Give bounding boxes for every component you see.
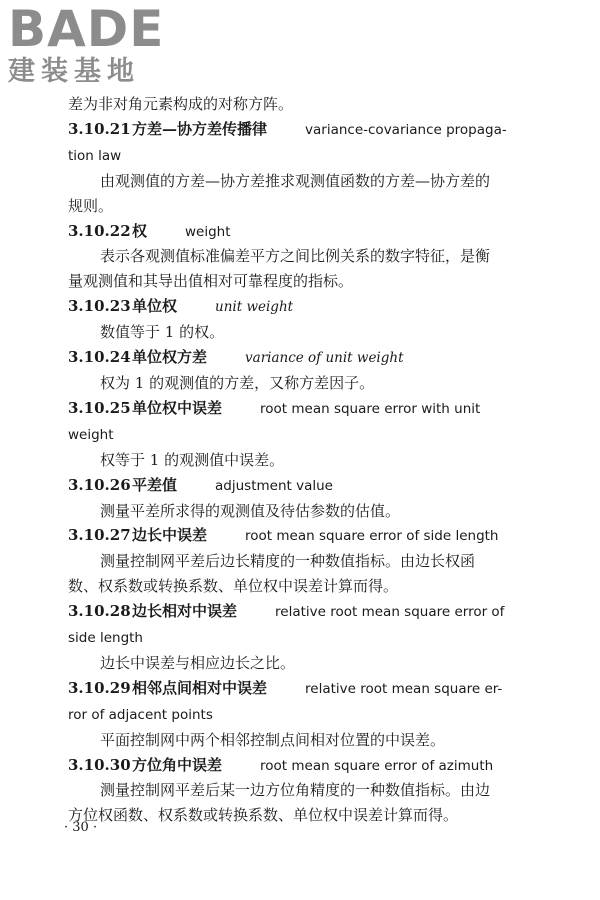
term-english: unit weight (215, 299, 294, 316)
term-chinese: 方差—协方差传播律 (132, 119, 268, 138)
term-number: 3.10.21 (68, 119, 131, 138)
term-english: variance of unit weight (245, 350, 404, 367)
term-entry (68, 523, 554, 549)
term-entry (68, 117, 554, 143)
text-line: 表示各观测值标准偏差平方之间比例关系的数字特征，是衡 (100, 247, 491, 266)
term-number: 3.10.28 (68, 602, 131, 621)
text-line: 权为 1 的观测值的方差，又称方差因子。 (100, 373, 375, 392)
term-chinese: 单位权中误差 (132, 398, 223, 417)
term-english: root mean square error of azimuth (260, 757, 494, 774)
text-line: 量观测值和其导出值相对可靠程度的指标。 (68, 272, 354, 291)
text-line: 差为非对角元素构成的对称方阵。 (68, 95, 294, 113)
term-chinese: 边长相对中误差 (132, 602, 238, 621)
text-line (68, 625, 554, 651)
text-line: 权等于 1 的观测值中误差。 (100, 450, 285, 469)
term-entry (68, 294, 554, 320)
text-line: 平面控制网中两个相邻控制点间相对位置的中误差。 (100, 730, 446, 749)
term-english-continued: side length (68, 630, 143, 647)
term-chinese: 单位权方差 (132, 348, 208, 367)
bade-logo (8, 2, 178, 94)
text-line: 由观测值的方差—协方差推求观测值函数的方差—协方差的 (100, 171, 491, 190)
term-entry (68, 219, 554, 245)
term-number: 3.10.25 (68, 398, 131, 417)
logo-latin: BADE (8, 0, 165, 58)
term-chinese: 单位权 (132, 297, 178, 316)
text-line: 规则。 (68, 196, 114, 215)
term-chinese: 权 (132, 221, 148, 240)
term-english: weight (185, 223, 231, 240)
term-chinese: 方位角中误差 (132, 755, 223, 774)
term-entry (68, 599, 554, 625)
document-body (68, 92, 554, 828)
term-english-continued: weight (68, 426, 114, 443)
term-english: relative root mean square er- (305, 680, 503, 697)
term-number: 3.10.30 (68, 755, 131, 774)
term-number: 3.10.23 (68, 297, 131, 316)
text-line: 测量控制网平差后边长精度的一种数值指标。由边长权函 (100, 552, 476, 571)
term-entry (68, 396, 554, 422)
term-chinese: 相邻点间相对中误差 (132, 678, 268, 697)
term-chinese: 边长中误差 (132, 526, 208, 545)
text-line: 数、权系数或转换系数、单位权中误差计算而得。 (68, 577, 399, 596)
term-english: relative root mean square error of (275, 604, 505, 621)
text-line: 数值等于 1 的权。 (100, 323, 225, 342)
text-line (68, 422, 554, 448)
text-line (68, 702, 554, 728)
term-chinese: 平差值 (132, 475, 178, 494)
logo-chinese: 建装基地 (8, 56, 140, 87)
term-entry (68, 676, 554, 702)
term-english: root mean square error of side length (245, 528, 499, 545)
text-line: 方位权函数、权系数或转换系数、单位权中误差计算而得。 (68, 806, 459, 825)
term-number: 3.10.27 (68, 526, 131, 545)
term-number: 3.10.26 (68, 475, 131, 494)
text-line: 测量控制网平差后某一边方位角精度的一种数值指标。由边 (100, 781, 491, 800)
text-line (68, 143, 554, 169)
term-english: root mean square error with unit (260, 400, 481, 417)
term-entry (68, 473, 554, 499)
text-line: 边长中误差与相应边长之比。 (100, 653, 296, 672)
term-entry (68, 753, 554, 779)
term-english: variance-covariance propaga- (305, 121, 507, 138)
term-english: adjustment value (215, 477, 333, 494)
term-number: 3.10.29 (68, 678, 131, 697)
text-line: 测量平差所求得的观测值及待估参数的估值。 (100, 501, 401, 520)
term-english-continued: ror of adjacent points (68, 706, 213, 723)
term-english-continued: tion law (68, 147, 122, 164)
page-number: · 30 · (64, 820, 98, 835)
term-number: 3.10.22 (68, 221, 131, 240)
term-entry (68, 345, 554, 371)
term-number: 3.10.24 (68, 348, 131, 367)
